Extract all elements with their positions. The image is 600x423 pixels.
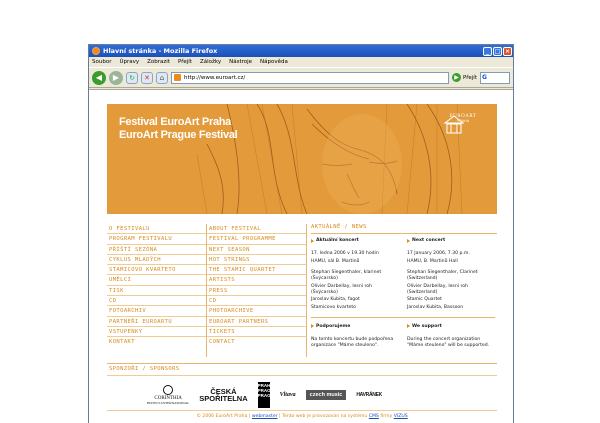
nav-cz-cyklus-mladych[interactable]: CYKLUS MLADÝCH bbox=[107, 255, 206, 265]
sponsor-corinthia[interactable] bbox=[147, 385, 189, 405]
news-support-en-title-text: We support bbox=[412, 323, 442, 329]
corinthia-sub: HOTELS INTERNATIONAL bbox=[147, 400, 190, 405]
header-banner bbox=[107, 104, 497, 214]
sponsor-vltava[interactable]: Vltava bbox=[279, 391, 296, 398]
menu-prejit[interactable]: Přejít bbox=[177, 59, 192, 65]
news-concert-en-title[interactable] bbox=[407, 238, 495, 243]
nav-en-contact[interactable]: CONTACT bbox=[209, 339, 235, 346]
content-columns bbox=[107, 224, 497, 357]
forward-button[interactable]: ▶ bbox=[109, 71, 123, 85]
nav-cz-cd[interactable]: CD bbox=[107, 296, 206, 306]
nav-czech bbox=[107, 224, 207, 357]
news-grid bbox=[311, 238, 497, 350]
nav-en-tickets[interactable]: TICKETS bbox=[207, 327, 306, 337]
news-support-en-title[interactable] bbox=[407, 324, 495, 329]
euroart-site bbox=[107, 104, 497, 419]
footer-separator: | bbox=[279, 414, 283, 419]
news-section bbox=[307, 224, 497, 357]
site-favicon-icon bbox=[174, 74, 181, 81]
footer-separator: | bbox=[248, 414, 252, 419]
concert-en-performer: Stephan Siegenthaler, Clarinet (Switzerland) bbox=[407, 270, 478, 282]
nav-cz-fotoarchiv[interactable]: FOTOARCHIV bbox=[107, 306, 206, 316]
nav-cz-umelci[interactable]: UMĚLCI bbox=[107, 275, 206, 285]
menu-zobrazit[interactable]: Zobrazit bbox=[147, 59, 170, 65]
nav-en-hot-strings[interactable]: HOT STRINGS bbox=[207, 255, 306, 265]
close-button[interactable]: × bbox=[504, 47, 511, 55]
menu-nastroje[interactable]: Nástroje bbox=[229, 59, 253, 65]
nav-en-programme[interactable]: FESTIVAL PROGRAMME bbox=[207, 234, 306, 244]
title-bar bbox=[89, 45, 513, 57]
nav-en-photoarchive[interactable]: PHOTOARCHIVE bbox=[207, 306, 306, 316]
arrow-bullet-icon bbox=[407, 239, 410, 243]
back-button[interactable]: ◀ bbox=[92, 71, 106, 85]
browser-window bbox=[88, 44, 514, 423]
nav-en-artists[interactable]: ARTISTS bbox=[207, 275, 306, 285]
support-cz-text: Na tomto koncertu bude podpořena organizace "Máme steuleno". bbox=[311, 336, 394, 348]
news-support-cz bbox=[311, 324, 399, 350]
sponsor-czech-music[interactable]: czech music bbox=[306, 390, 347, 400]
footer bbox=[107, 410, 497, 419]
news-support-cz-title[interactable] bbox=[311, 324, 399, 329]
search-box[interactable] bbox=[480, 72, 510, 84]
google-icon: G bbox=[482, 74, 487, 81]
nav-cz-o-festivalu[interactable]: O FESTIVALU bbox=[107, 224, 206, 234]
news-concert-cz bbox=[311, 238, 399, 313]
go-arrow-icon: ▶ bbox=[452, 73, 461, 82]
stop-icon[interactable]: ✕ bbox=[141, 72, 153, 84]
arrow-bullet-icon bbox=[311, 324, 314, 328]
sponsor-ceska-sporitelna[interactable] bbox=[199, 388, 247, 402]
menu-upravy[interactable]: Úpravy bbox=[119, 59, 140, 65]
vizus-link[interactable]: VIZUS bbox=[393, 414, 408, 419]
home-icon[interactable]: ⌂ bbox=[156, 72, 168, 84]
banner-title-cz: Festival EuroArt Praha bbox=[119, 116, 231, 128]
footer-copyright: © 2006 EuroArt Praha bbox=[196, 414, 248, 419]
nav-en-partners[interactable]: EUROART PARTNERS bbox=[207, 317, 306, 327]
nav-en-press[interactable]: PRESS bbox=[207, 286, 306, 296]
nav-cz-stamicovo-kvarteto[interactable]: STAMICOVO KVARTETO bbox=[107, 265, 206, 275]
window-title: Hlavní stránka - Mozilla Firefox bbox=[103, 47, 218, 55]
news-support-en bbox=[407, 324, 495, 350]
concert-en-place: HAMU, B. Martinů Hall bbox=[407, 258, 458, 264]
webmaster-link[interactable]: webmaster bbox=[251, 414, 278, 419]
concert-en-date: 17 January 2006, 7.30 p.m. bbox=[407, 251, 470, 256]
nav-cz-pristi-sezona[interactable]: PŘÍŠTÍ SEZÓNA bbox=[107, 245, 206, 255]
sponsor-logos bbox=[107, 376, 497, 410]
arrow-bullet-icon bbox=[311, 239, 314, 243]
news-heading: AKTUÁLNĚ / NEWS bbox=[311, 224, 497, 234]
news-concert-en-title-text: Next concert bbox=[412, 238, 446, 243]
cms-link[interactable]: CMS bbox=[368, 414, 379, 419]
concert-cz-performer: Stephan Siegenthaler, klarinet (Švýcarsko) bbox=[311, 270, 382, 282]
menu-napoveda[interactable]: Nápověda bbox=[260, 59, 288, 65]
navigation-toolbar bbox=[89, 67, 513, 88]
footer-text: Tento web je provozován na systému bbox=[282, 414, 368, 419]
corinthia-emblem-icon bbox=[163, 385, 173, 395]
nav-cz-partneri[interactable]: PARTNEŘI EUROARTU bbox=[107, 317, 206, 327]
page-viewport bbox=[89, 89, 513, 423]
minimize-button[interactable]: _ bbox=[483, 47, 492, 56]
concert-cz-performer: Jaroslav Kubita, fagot bbox=[311, 297, 360, 303]
nav-en-next-season[interactable]: NEXT SEASON bbox=[207, 245, 306, 255]
sponsors-heading: SPONZOŘI / SPONSORS bbox=[107, 363, 497, 376]
news-concert-cz-title[interactable] bbox=[311, 238, 399, 243]
banner-title-en: EuroArt Prague Festival bbox=[119, 129, 238, 141]
concert-en-performer: Jaroslav Kubita, Bassoon bbox=[407, 305, 464, 311]
cs-line1: ČESKÁ bbox=[210, 386, 237, 396]
cs-line2: SPOŘITELNA bbox=[199, 393, 248, 403]
sponsor-praha[interactable]: PRAHA PRAGUE PRAG bbox=[258, 382, 270, 408]
concert-cz-performer: Olivier Darbellay, lesní roh (Švýcarsko) bbox=[311, 283, 372, 295]
nav-cz-kontakt[interactable]: KONTAKT bbox=[109, 339, 135, 346]
concert-cz-place: HAMU, sál B. Martinů bbox=[311, 258, 360, 264]
sponsor-havranek[interactable]: HAVRÁNEK bbox=[356, 391, 382, 398]
nav-english bbox=[207, 224, 307, 357]
news-concert-cz-title-text: Aktuální koncert bbox=[316, 238, 359, 243]
news-divider bbox=[311, 317, 495, 318]
nav-cz-vstupenky[interactable]: VSTUPENKY bbox=[107, 327, 206, 337]
url-bar[interactable] bbox=[171, 72, 449, 84]
concert-cz-performer: Stamicovo kvarteto bbox=[311, 305, 356, 311]
concert-en-performer: Stamic Quartet bbox=[407, 297, 442, 303]
nav-cz-program[interactable]: PROGRAM FESTIVALU bbox=[107, 234, 206, 244]
nav-en-cd[interactable]: CD bbox=[207, 296, 306, 306]
menu-zalozky[interactable]: Záložky bbox=[199, 59, 222, 65]
reload-icon[interactable]: ↻ bbox=[126, 72, 138, 84]
logo-name: EUROART bbox=[449, 114, 477, 119]
maximize-button[interactable]: □ bbox=[494, 47, 501, 55]
concert-cz-date: 17. ledna 2006 v 19.30 hodin bbox=[311, 251, 379, 256]
menu-bar bbox=[89, 57, 513, 67]
go-button[interactable] bbox=[452, 73, 477, 82]
concert-en-performer: Olivier Darbellay, lesní roh (Switzerland) bbox=[407, 283, 468, 295]
arrow-bullet-icon bbox=[407, 324, 410, 328]
euroart-logo[interactable] bbox=[443, 114, 483, 123]
footer-firm: firmy bbox=[380, 414, 393, 419]
building-logo-icon bbox=[443, 114, 465, 136]
nav-en-stamic-quartet[interactable]: THE STAMIC QUARTET bbox=[207, 265, 306, 275]
logo-subtitle: PRAHA bbox=[456, 119, 470, 123]
news-support-cz-title-text: Podporujeme bbox=[316, 323, 351, 329]
url-text: http://www.euroart.cz/ bbox=[184, 74, 246, 81]
nav-cz-tisk[interactable]: TISK bbox=[107, 286, 206, 296]
firefox-icon bbox=[92, 47, 100, 55]
nav-en-about[interactable]: ABOUT FESTIVAL bbox=[207, 224, 306, 234]
menu-soubor[interactable]: Soubor bbox=[92, 59, 112, 65]
go-label: Přejít bbox=[463, 74, 477, 81]
corinthia-name: CORINTHIA bbox=[154, 395, 182, 401]
news-concert-en bbox=[407, 238, 495, 313]
support-en-text: During the concert organization "Máme steuleno" will be supported. bbox=[407, 336, 490, 348]
